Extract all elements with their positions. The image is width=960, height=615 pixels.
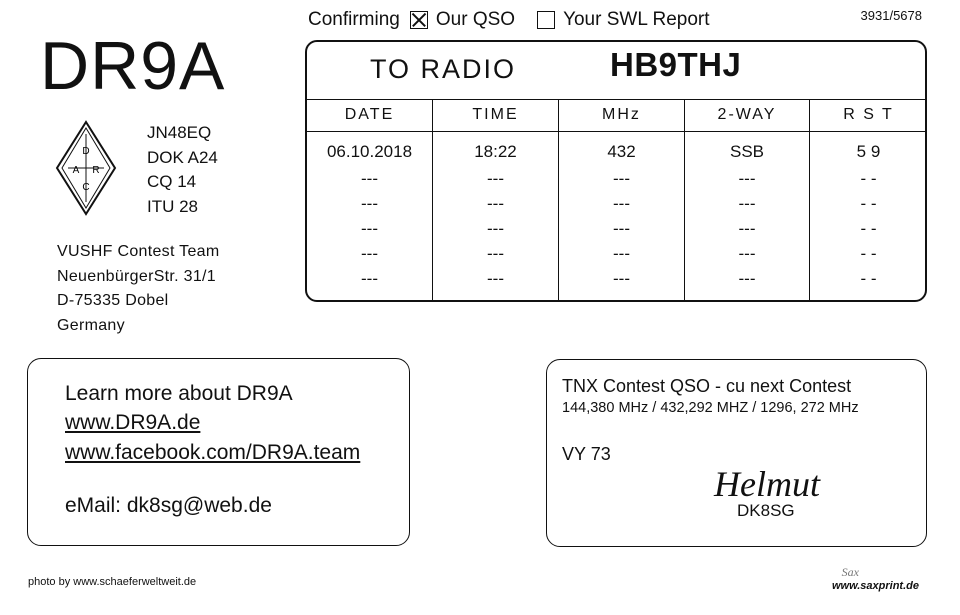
address-line: Germany xyxy=(57,316,125,334)
signature: Helmut xyxy=(714,464,820,504)
our-qso-checkbox[interactable] xyxy=(410,11,428,29)
dok: DOK A24 xyxy=(147,147,218,167)
to-radio-label: TO RADIO xyxy=(370,54,517,84)
qso-column xyxy=(432,99,558,302)
table-cell: --- xyxy=(487,244,504,263)
column-header: 2-WAY xyxy=(685,99,809,132)
table-cell: - - xyxy=(860,244,877,263)
logo-letter-c: C xyxy=(82,182,90,193)
column-header: R S T xyxy=(810,99,927,132)
column-header: DATE xyxy=(307,99,432,132)
table-cell: 5 9 xyxy=(856,142,881,161)
website-link[interactable]: www.DR9A.de xyxy=(65,411,201,434)
table-cell: --- xyxy=(613,269,630,288)
tnx-panel xyxy=(546,359,927,547)
vy73: VY 73 xyxy=(562,444,611,464)
frequencies-line: 144,380 MHz / 432,292 MHZ / 1296, 272 MHz xyxy=(562,400,859,416)
table-cell: - - xyxy=(860,219,877,238)
qso-table xyxy=(305,40,927,302)
confirming-line xyxy=(308,8,710,32)
logo-letter-r: R xyxy=(92,165,100,176)
table-cell: --- xyxy=(487,269,504,288)
table-cell: --- xyxy=(613,244,630,263)
table-cell: - - xyxy=(860,194,877,213)
itu-zone: ITU 28 xyxy=(147,196,199,216)
table-cell: --- xyxy=(361,169,378,188)
photo-credit: photo by www.schaeferweltweit.de xyxy=(28,576,197,588)
table-cell: --- xyxy=(738,244,756,263)
learn-heading: Learn more about DR9A xyxy=(65,382,293,405)
table-cell: --- xyxy=(738,269,756,288)
facebook-link[interactable]: www.facebook.com/DR9A.team xyxy=(65,441,361,464)
table-cell: --- xyxy=(738,219,756,238)
station-info xyxy=(147,121,218,219)
table-cell: 432 xyxy=(607,142,636,161)
to-radio-row xyxy=(307,42,925,100)
to-callsign: HB9THJ xyxy=(610,46,742,83)
printer-url: www.saxprint.de xyxy=(831,580,919,592)
column-header: MHz xyxy=(559,99,684,132)
table-cell: 18:22 xyxy=(474,142,517,161)
table-cell: --- xyxy=(487,169,504,188)
swl-report-label: Your SWL Report xyxy=(563,9,710,30)
qso-column xyxy=(809,99,927,302)
logo-letter-a: A xyxy=(72,165,80,176)
learn-more-panel xyxy=(27,358,410,546)
qso-column xyxy=(684,99,809,302)
cq-zone: CQ 14 xyxy=(147,172,197,191)
qso-column xyxy=(558,99,684,302)
column-header: TIME xyxy=(433,99,558,132)
printer-credit xyxy=(832,565,919,592)
confirming-label: Confirming xyxy=(308,9,400,30)
table-cell: --- xyxy=(361,194,378,213)
table-cell: --- xyxy=(487,219,504,238)
table-cell: --- xyxy=(613,219,630,238)
table-cell: - - xyxy=(860,169,877,188)
table-cell: --- xyxy=(738,194,756,213)
address-line: D-75335 Dobel xyxy=(57,292,169,309)
address-line: NeuenbürgerStr. 31/1 xyxy=(57,267,216,285)
darc-diamond-logo-icon xyxy=(55,120,117,216)
table-cell: --- xyxy=(613,194,630,213)
address-line: VUSHF Contest Team xyxy=(57,243,220,260)
address-block xyxy=(57,240,220,338)
table-cell: --- xyxy=(361,219,378,238)
station-callsign: DR9A xyxy=(40,28,226,104)
table-cell: - - xyxy=(860,269,877,288)
qso-column xyxy=(307,99,432,302)
table-cell: --- xyxy=(487,194,504,213)
swl-report-checkbox[interactable] xyxy=(537,11,555,29)
table-cell: --- xyxy=(361,269,378,288)
table-cell: SSB xyxy=(729,142,765,161)
tnx-line: TNX Contest QSO - cu next Contest xyxy=(562,376,852,396)
serial-number: 3931/5678 xyxy=(860,8,922,23)
printer-mark: Sax xyxy=(841,565,859,579)
table-cell: --- xyxy=(361,244,378,263)
operator-callsign: DK8SG xyxy=(737,501,795,520)
table-cell: 06.10.2018 xyxy=(326,142,413,161)
logo-letter-d: D xyxy=(82,146,90,157)
table-cell: --- xyxy=(613,169,630,188)
locator: JN48EQ xyxy=(147,123,212,142)
our-qso-label: Our QSO xyxy=(435,9,516,30)
table-cell: --- xyxy=(738,169,756,188)
qso-grid xyxy=(307,99,925,302)
email-line: eMail: dk8sg@web.de xyxy=(65,494,272,517)
